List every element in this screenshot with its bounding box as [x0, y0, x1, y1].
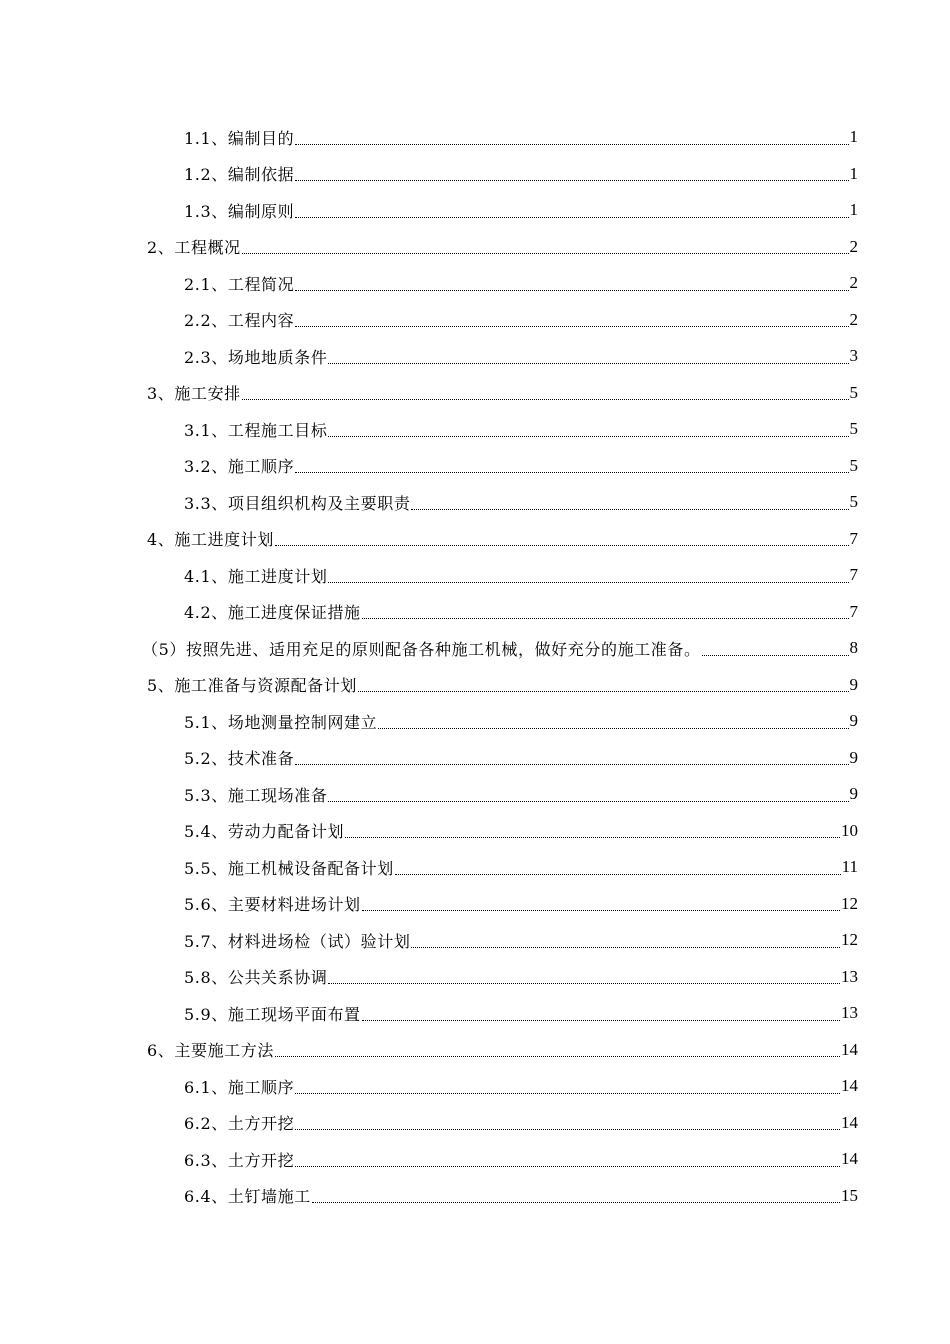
toc-entry[interactable] [0, 1178, 950, 1215]
toc-entry-page-number: 9 [849, 711, 858, 731]
toc-entry-page-number: 8 [849, 638, 858, 658]
toc-dot-leader [362, 1020, 840, 1021]
toc-entry-title: 1.1、编制目的 [184, 128, 295, 148]
toc-dot-leader [295, 144, 848, 145]
toc-entry-title: 3.1、工程施工目标 [184, 420, 328, 440]
toc-entry-page-number: 12 [841, 893, 858, 913]
toc-entry-page-number: 12 [841, 930, 858, 950]
toc-entry[interactable] [0, 667, 950, 704]
toc-entry-title: 3、施工安排 [147, 384, 241, 404]
toc-entry-title: 5、施工准备与资源配备计划 [147, 676, 357, 696]
toc-entry[interactable] [0, 1032, 950, 1069]
toc-entry-page-number: 9 [849, 747, 858, 767]
toc-entry-page-number: 7 [849, 528, 858, 548]
toc-dot-leader [295, 217, 848, 218]
toc-entry-title: 1.3、编制原则 [184, 201, 295, 221]
toc-entry-title: 4、施工进度计划 [147, 530, 274, 550]
toc-entry-page-number: 13 [841, 966, 858, 986]
toc-entry[interactable] [0, 156, 950, 193]
toc-entry[interactable] [0, 594, 950, 631]
toc-dot-leader [702, 655, 849, 656]
toc-dot-leader [242, 253, 849, 254]
toc-entry-page-number: 14 [841, 1112, 858, 1132]
toc-entry-page-number: 14 [841, 1076, 858, 1096]
toc-entry-page-number: 9 [849, 784, 858, 804]
toc-entry[interactable] [0, 886, 950, 923]
toc-entry-page-number: 13 [841, 1003, 858, 1023]
toc-entry[interactable] [0, 1141, 950, 1178]
toc-dot-leader [295, 326, 848, 327]
toc-entry[interactable] [0, 1068, 950, 1105]
toc-dot-leader [358, 691, 849, 692]
toc-entry-title: 3.3、项目组织机构及主要职责 [184, 493, 411, 513]
toc-entry-page-number: 7 [849, 565, 858, 585]
toc-entry-title: 6、主要施工方法 [147, 1041, 274, 1061]
toc-dot-leader [411, 509, 848, 510]
toc-dot-leader [275, 545, 849, 546]
toc-entry-title: 1.2、编制依据 [184, 165, 295, 185]
toc-dot-leader [328, 801, 848, 802]
toc-entry-title: 4.2、施工进度保证措施 [184, 603, 361, 623]
toc-dot-leader [295, 290, 848, 291]
toc-entry-page-number: 9 [849, 674, 858, 694]
toc-entry[interactable] [0, 849, 950, 886]
toc-entry-title: 2.2、工程内容 [184, 311, 295, 331]
toc-entry-page-number: 1 [849, 163, 858, 183]
toc-entry[interactable] [0, 630, 950, 667]
toc-entry-title: 2.1、工程简况 [184, 274, 295, 294]
toc-dot-leader [328, 582, 848, 583]
toc-dot-leader [362, 618, 849, 619]
toc-entry-page-number: 11 [841, 857, 858, 877]
toc-entry-title: 5.7、材料进场检（试）验计划 [184, 931, 411, 951]
toc-dot-leader [345, 837, 840, 838]
toc-entry-page-number: 3 [849, 346, 858, 366]
toc-dot-leader [378, 728, 848, 729]
toc-dot-leader [295, 764, 848, 765]
toc-entry-title: 4.1、施工进度计划 [184, 566, 328, 586]
toc-entry-title: （5）按照先进、适用充足的原则配备各种施工机械，做好充分的施工准备。 [142, 639, 701, 659]
toc-entry-page-number: 1 [849, 127, 858, 147]
toc-dot-leader [328, 983, 840, 984]
toc-entry[interactable] [0, 265, 950, 302]
toc-dot-leader [411, 947, 840, 948]
toc-dot-leader [295, 1166, 840, 1167]
toc-entry-page-number: 7 [849, 601, 858, 621]
toc-dot-leader [328, 363, 848, 364]
toc-entry-page-number: 2 [849, 236, 858, 256]
toc-entry-page-number: 14 [841, 1149, 858, 1169]
toc-entry[interactable] [0, 302, 950, 339]
toc-entry-page-number: 5 [849, 455, 858, 475]
toc-entry[interactable] [0, 959, 950, 996]
toc-entry[interactable] [0, 192, 950, 229]
toc-dot-leader [395, 874, 841, 875]
toc-entry-page-number: 15 [841, 1185, 858, 1205]
toc-entry[interactable] [0, 411, 950, 448]
toc-dot-leader [275, 1056, 840, 1057]
toc-entry[interactable] [0, 995, 950, 1032]
toc-entry[interactable] [0, 521, 950, 558]
toc-entry-title: 6.2、土方开挖 [184, 1114, 295, 1134]
toc-entry-page-number: 10 [841, 820, 858, 840]
toc-entry[interactable] [0, 119, 950, 156]
toc-entry[interactable] [0, 229, 950, 266]
toc-entry[interactable] [0, 375, 950, 412]
toc-entry-page-number: 5 [849, 492, 858, 512]
toc-entry-title: 5.9、施工现场平面布置 [184, 1004, 361, 1024]
toc-entry-title: 5.3、施工现场准备 [184, 785, 328, 805]
toc-entry[interactable] [0, 922, 950, 959]
toc-entry-title: 5.6、主要材料进场计划 [184, 895, 361, 915]
toc-dot-leader [295, 1129, 840, 1130]
toc-dot-leader [312, 1202, 840, 1203]
toc-entry-title: 6.3、土方开挖 [184, 1150, 295, 1170]
toc-entry-title: 5.1、场地测量控制网建立 [184, 712, 378, 732]
toc-entry-title: 6.4、土钉墙施工 [184, 1187, 311, 1207]
toc-entry[interactable] [0, 740, 950, 777]
toc-entry-page-number: 5 [849, 419, 858, 439]
toc-dot-leader [328, 436, 848, 437]
toc-dot-leader [242, 399, 849, 400]
toc-entry-title: 5.5、施工机械设备配备计划 [184, 858, 394, 878]
toc-entry-title: 5.4、劳动力配备计划 [184, 822, 345, 842]
toc-entry-page-number: 1 [849, 200, 858, 220]
toc-entry-title: 5.2、技术准备 [184, 749, 295, 769]
toc-entry[interactable] [0, 1105, 950, 1142]
toc-entry-title: 2、工程概况 [147, 238, 241, 258]
toc-entry[interactable] [0, 813, 950, 850]
toc-dot-leader [295, 180, 848, 181]
toc-entry-title: 6.1、施工顺序 [184, 1077, 295, 1097]
toc-dot-leader [362, 910, 840, 911]
toc-entry[interactable] [0, 776, 950, 813]
toc-entry-title: 5.8、公共关系协调 [184, 968, 328, 988]
toc-entry[interactable] [0, 703, 950, 740]
toc-entry-page-number: 2 [849, 309, 858, 329]
toc-entry[interactable] [0, 338, 950, 375]
toc-entry[interactable] [0, 448, 950, 485]
toc-dot-leader [295, 1093, 840, 1094]
toc-entry-page-number: 14 [841, 1039, 858, 1059]
toc-entry-title: 2.3、场地地质条件 [184, 347, 328, 367]
table-of-contents [0, 119, 950, 1214]
toc-entry-title: 3.2、施工顺序 [184, 457, 295, 477]
toc-entry-page-number: 2 [849, 273, 858, 293]
toc-dot-leader [295, 472, 848, 473]
toc-entry-page-number: 5 [849, 382, 858, 402]
toc-entry[interactable] [0, 484, 950, 521]
toc-entry[interactable] [0, 557, 950, 594]
